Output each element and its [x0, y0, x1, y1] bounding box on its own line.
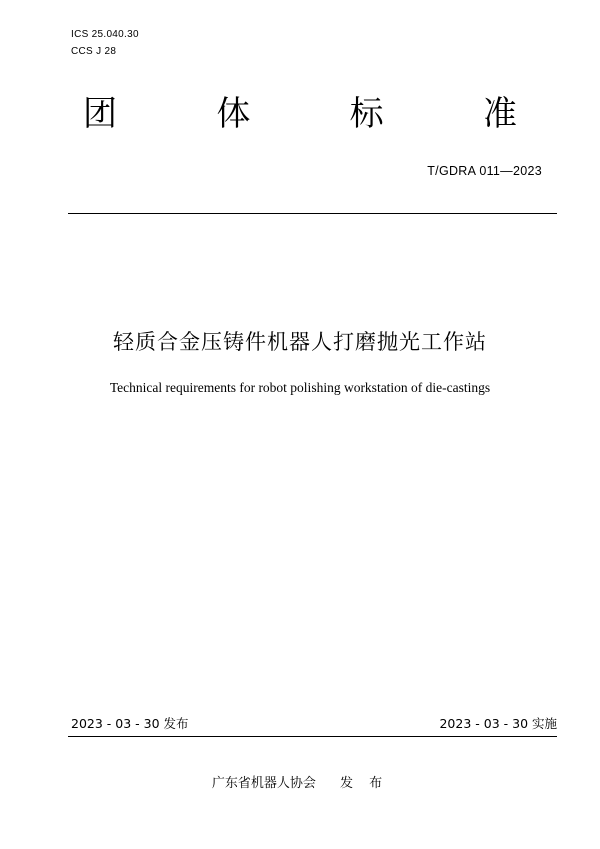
standard-type-char: 标: [349, 94, 384, 134]
standard-type-char: 团: [83, 94, 117, 134]
ics-code: ICS 25.040.30: [71, 29, 139, 40]
issue-date: 2023 - 03 - 30 发布: [71, 716, 189, 731]
ccs-code: CCS J 28: [71, 46, 117, 57]
top-divider: [68, 213, 557, 214]
title-english: Technical requirements for robot polishing workstation of die-castings: [109, 380, 491, 395]
standard-type-char: 体: [216, 94, 251, 134]
standard-type-char: 准: [482, 94, 517, 134]
publisher-name: 广东省机器人协会: [211, 776, 316, 791]
publisher-action: 发 布: [339, 776, 389, 791]
title-chinese: 轻质合金压铸件机器人打磨抛光工作站: [113, 330, 487, 354]
implementation-date: 2023 - 03 - 30 实施: [439, 716, 557, 731]
standard-type-heading: [80, 92, 520, 136]
standard-number: T/GDRA 011—2023: [427, 164, 542, 178]
bottom-divider: [68, 736, 557, 737]
publisher-line: [0, 776, 600, 792]
